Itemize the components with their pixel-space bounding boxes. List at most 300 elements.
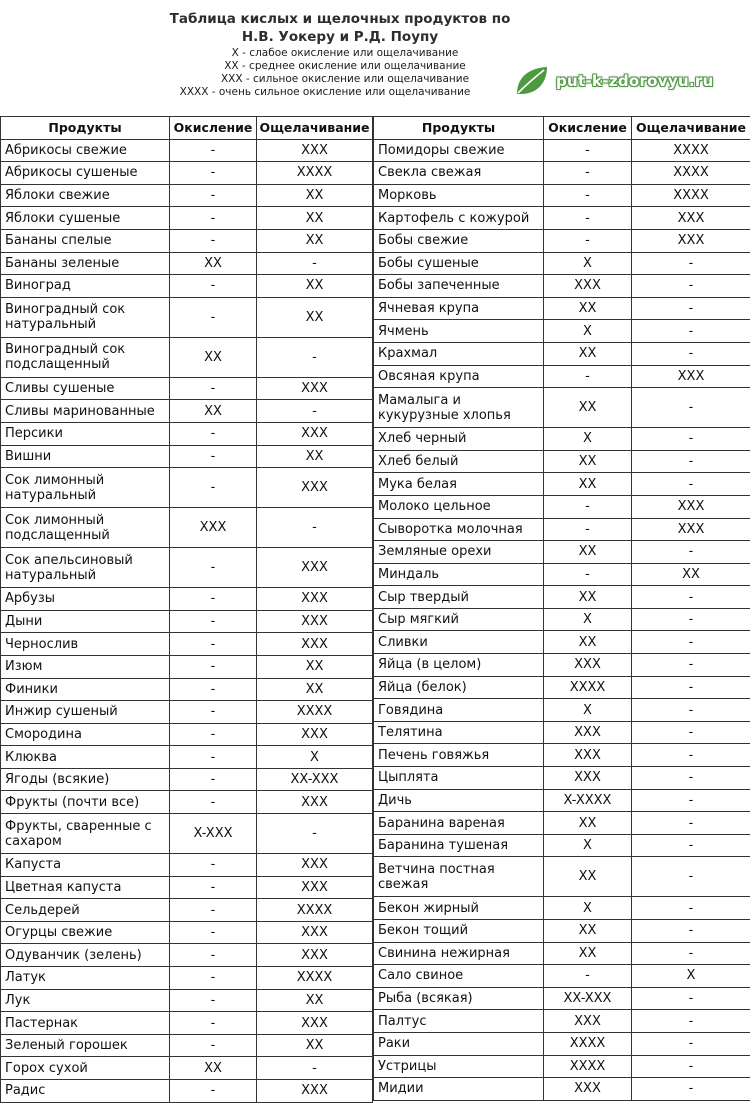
legend-medium: XX - среднее окисление или ощелачивание: [150, 59, 540, 73]
acidification-cell: XXXX: [544, 1055, 632, 1078]
leaf-icon: [514, 65, 550, 97]
product-name-cell: Сыр твердый: [374, 586, 544, 609]
product-name-cell: Молоко цельное: [374, 495, 544, 518]
product-name-cell: Бекон тощий: [374, 920, 544, 943]
column-header-products: Продукты: [374, 117, 544, 140]
alkalization-cell: -: [632, 897, 750, 920]
site-logo: [514, 64, 714, 98]
product-name-cell: Персики: [1, 422, 170, 445]
product-name-cell: Ячмень: [374, 320, 544, 343]
product-name-cell: Сливы маринованные: [1, 400, 170, 423]
column-header-alkalization: Ощелачивание: [632, 117, 750, 140]
product-name-cell: Сливки: [374, 631, 544, 654]
acidification-cell: X: [544, 897, 632, 920]
product-name-cell: Бекон жирный: [374, 897, 544, 920]
product-name-cell: Дичь: [374, 789, 544, 812]
acidification-cell: -: [544, 207, 632, 230]
acidification-cell: -: [170, 944, 257, 967]
table-row: [374, 1032, 750, 1055]
alkalization-cell: XX: [257, 297, 373, 337]
alkalization-cell: -: [632, 1055, 750, 1078]
product-name-cell: Земляные орехи: [374, 541, 544, 564]
product-name-cell: Сыворотка молочная: [374, 518, 544, 541]
alkalization-cell: XXX: [257, 139, 373, 162]
product-name-cell: Мука белая: [374, 473, 544, 496]
column-header-acidification: Окисление: [170, 117, 257, 140]
acidification-cell: XXX: [544, 1010, 632, 1033]
product-name-cell: Бобы сушеные: [374, 252, 544, 275]
product-name-cell: Виноград: [1, 275, 170, 298]
acidification-cell: -: [170, 377, 257, 400]
product-name-cell: Сок лимонный натуральный: [1, 468, 170, 508]
alkalization-cell: XXX: [257, 1080, 373, 1103]
table-body-left: [1, 139, 373, 1102]
product-name-cell: Капуста: [1, 854, 170, 877]
acidification-cell: XXX: [544, 767, 632, 790]
table-row: [374, 789, 750, 812]
acidification-cell: XXX: [544, 275, 632, 298]
table-row: [374, 450, 750, 473]
alkalization-cell: XXX: [257, 723, 373, 746]
table-header-row: [1, 117, 373, 140]
alkalization-cell: -: [632, 608, 750, 631]
product-name-cell: Хлеб белый: [374, 450, 544, 473]
product-name-cell: Яйца (в целом): [374, 654, 544, 677]
table-row: [1, 746, 373, 769]
alkalization-cell: XX: [257, 989, 373, 1012]
products-table-left: [0, 116, 373, 1103]
table-row: [1, 162, 373, 185]
acidification-cell: -: [170, 989, 257, 1012]
document-header: [0, 8, 750, 112]
product-name-cell: Сельдерей: [1, 899, 170, 922]
alkalization-cell: XXX: [257, 377, 373, 400]
product-name-cell: Свекла свежая: [374, 162, 544, 185]
product-name-cell: Сок лимонный подслащенный: [1, 508, 170, 548]
legend-weak: X - слабое окисление или ощелачивание: [150, 46, 540, 60]
acidification-cell: -: [170, 746, 257, 769]
table-body-right: [374, 139, 750, 1100]
alkalization-cell: XXX: [632, 518, 750, 541]
product-name-cell: Дыни: [1, 610, 170, 633]
alkalization-cell: -: [257, 814, 373, 854]
acidification-cell: X: [544, 428, 632, 451]
acidification-cell: -: [170, 1034, 257, 1057]
title-line-1: Таблица кислых и щелочных продуктов по: [150, 10, 530, 28]
table-row: [1, 184, 373, 207]
table-row: [374, 473, 750, 496]
alkalization-cell: XXX: [257, 921, 373, 944]
table-row: [1, 921, 373, 944]
alkalization-cell: XXX: [632, 229, 750, 252]
table-row: [1, 508, 373, 548]
table-row: [1, 337, 373, 377]
alkalization-cell: -: [257, 400, 373, 423]
acidification-cell: XX: [170, 1057, 257, 1080]
table-row: [374, 495, 750, 518]
acidification-cell: -: [170, 854, 257, 877]
alkalization-cell: XXX: [257, 633, 373, 656]
product-name-cell: Виноградный сок подслащенный: [1, 337, 170, 377]
alkalization-cell: -: [632, 834, 750, 857]
product-name-cell: Бананы зеленые: [1, 252, 170, 275]
product-name-cell: Ветчина постная свежая: [374, 857, 544, 897]
acidification-cell: -: [170, 548, 257, 588]
product-name-cell: Морковь: [374, 184, 544, 207]
table-row: [374, 857, 750, 897]
table-row: [1, 1034, 373, 1057]
alkalization-cell: XXXX: [632, 162, 750, 185]
acidification-cell: X-XXXX: [544, 789, 632, 812]
table-row: [1, 139, 373, 162]
table-row: [1, 297, 373, 337]
acidification-cell: -: [170, 678, 257, 701]
table-row: [374, 563, 750, 586]
alkalization-cell: -: [632, 342, 750, 365]
acidification-cell: -: [170, 723, 257, 746]
alkalization-cell: XXX: [257, 610, 373, 633]
acidification-cell: XX: [544, 541, 632, 564]
table-row: [1, 468, 373, 508]
table-row: [374, 207, 750, 230]
alkalization-cell: -: [257, 252, 373, 275]
acidification-cell: -: [170, 139, 257, 162]
alkalization-cell: XXXX: [257, 899, 373, 922]
table-row: [1, 229, 373, 252]
alkalization-cell: XX: [632, 563, 750, 586]
acidification-cell: XX: [544, 586, 632, 609]
acidification-cell: XX: [544, 920, 632, 943]
acidification-cell: -: [170, 768, 257, 791]
product-name-cell: Абрикосы свежие: [1, 139, 170, 162]
table-row: [374, 275, 750, 298]
acidification-cell: -: [170, 899, 257, 922]
column-header-products: Продукты: [1, 117, 170, 140]
acidification-cell: -: [170, 297, 257, 337]
table-row: [374, 812, 750, 835]
table-row: [374, 1010, 750, 1033]
product-name-cell: Хлеб черный: [374, 428, 544, 451]
acidification-cell: -: [170, 1012, 257, 1035]
alkalization-cell: -: [632, 473, 750, 496]
alkalization-cell: XX: [257, 1034, 373, 1057]
table-row: [1, 876, 373, 899]
acidification-cell: -: [170, 275, 257, 298]
product-name-cell: Горох сухой: [1, 1057, 170, 1080]
table-row: [1, 275, 373, 298]
table-row: [374, 229, 750, 252]
acidification-cell: XX: [544, 942, 632, 965]
table-row: [1, 701, 373, 724]
table-row: [374, 1055, 750, 1078]
table-row: [374, 184, 750, 207]
product-name-cell: Картофель с кожурой: [374, 207, 544, 230]
product-name-cell: Крахмал: [374, 342, 544, 365]
acidification-cell: XXX: [544, 721, 632, 744]
acidification-cell: -: [544, 365, 632, 388]
alkalization-cell: XX: [257, 445, 373, 468]
legend-strong: XXX - сильное окисление или ощелачивание: [150, 72, 540, 86]
product-name-cell: Радис: [1, 1080, 170, 1103]
product-name-cell: Зеленый горошек: [1, 1034, 170, 1057]
acidification-cell: -: [170, 445, 257, 468]
alkalization-cell: XXXX: [257, 967, 373, 990]
table-row: [1, 854, 373, 877]
alkalization-cell: XXXX: [632, 184, 750, 207]
acidification-cell: -: [170, 229, 257, 252]
product-name-cell: Бобы свежие: [374, 229, 544, 252]
table-row: [1, 633, 373, 656]
acidification-cell: -: [170, 876, 257, 899]
alkalization-cell: -: [632, 388, 750, 428]
acidification-cell: -: [170, 610, 257, 633]
table-row: [374, 252, 750, 275]
table-row: [1, 768, 373, 791]
table-row: [374, 428, 750, 451]
product-name-cell: Фрукты (почти все): [1, 791, 170, 814]
acidification-cell: XXX: [170, 508, 257, 548]
alkalization-cell: -: [257, 1057, 373, 1080]
alkalization-cell: -: [632, 428, 750, 451]
alkalization-cell: XXX: [257, 1012, 373, 1035]
alkalization-cell: -: [632, 631, 750, 654]
product-name-cell: Баранина тушеная: [374, 834, 544, 857]
alkalization-cell: -: [632, 987, 750, 1010]
product-name-cell: Бананы спелые: [1, 229, 170, 252]
alkalization-cell: -: [632, 450, 750, 473]
acidification-cell: XX: [544, 812, 632, 835]
product-name-cell: Раки: [374, 1032, 544, 1055]
alkalization-cell: X: [632, 965, 750, 988]
product-name-cell: Фрукты, сваренные с сахаром: [1, 814, 170, 854]
acidification-cell: -: [170, 588, 257, 611]
legend-very-strong: XXXX - очень сильное окисление или ощелачивание: [130, 85, 520, 99]
title-line-2: Н.В. Уокеру и Р.Д. Поупу: [150, 28, 530, 46]
acidification-cell: XX: [544, 450, 632, 473]
product-name-cell: Помидоры свежие: [374, 139, 544, 162]
alkalization-cell: XXXX: [632, 139, 750, 162]
table-row: [374, 721, 750, 744]
product-name-cell: Одуванчик (зелень): [1, 944, 170, 967]
product-name-cell: Сок апельсиновый натуральный: [1, 548, 170, 588]
table-row: [1, 548, 373, 588]
alkalization-cell: XXX: [257, 876, 373, 899]
alkalization-cell: -: [632, 541, 750, 564]
acidification-cell: X: [544, 608, 632, 631]
product-name-cell: Мамалыга и кукурузные хлопья: [374, 388, 544, 428]
acidification-cell: XXXX: [544, 1032, 632, 1055]
acidification-cell: XX: [170, 252, 257, 275]
alkalization-cell: -: [632, 721, 750, 744]
alkalization-cell: XXX: [257, 422, 373, 445]
table-row: [374, 834, 750, 857]
product-name-cell: Чернослив: [1, 633, 170, 656]
alkalization-cell: XXXX: [257, 701, 373, 724]
table-row: [374, 987, 750, 1010]
product-name-cell: Ягоды (всякие): [1, 768, 170, 791]
acidification-cell: -: [544, 229, 632, 252]
table-row: [374, 654, 750, 677]
product-name-cell: Мидии: [374, 1078, 544, 1101]
product-name-cell: Баранина вареная: [374, 812, 544, 835]
column-header-acidification: Окисление: [544, 117, 632, 140]
product-name-cell: Яблоки сушеные: [1, 207, 170, 230]
acidification-cell: -: [544, 563, 632, 586]
table-row: [374, 608, 750, 631]
table-row: [374, 631, 750, 654]
table-row: [374, 965, 750, 988]
alkalization-cell: -: [632, 699, 750, 722]
product-name-cell: Говядина: [374, 699, 544, 722]
alkalization-cell: XX-XXX: [257, 768, 373, 791]
table-row: [374, 320, 750, 343]
acidification-cell: XX: [170, 400, 257, 423]
table-row: [1, 655, 373, 678]
product-name-cell: Телятина: [374, 721, 544, 744]
product-name-cell: Свинина нежирная: [374, 942, 544, 965]
acidification-cell: XX-XXX: [544, 987, 632, 1010]
product-name-cell: Цыплята: [374, 767, 544, 790]
alkalization-cell: -: [632, 1032, 750, 1055]
alkalization-cell: XXX: [257, 588, 373, 611]
alkalization-cell: -: [632, 942, 750, 965]
table-row: [1, 989, 373, 1012]
table-row: [374, 518, 750, 541]
acidification-cell: XXXX: [544, 676, 632, 699]
table-row: [374, 388, 750, 428]
alkalization-cell: -: [632, 744, 750, 767]
alkalization-cell: XXX: [257, 791, 373, 814]
alkalization-cell: -: [632, 789, 750, 812]
table-row: [1, 400, 373, 423]
acidification-cell: X: [544, 320, 632, 343]
product-name-cell: Абрикосы сушеные: [1, 162, 170, 185]
table-row: [1, 422, 373, 445]
acidification-cell: XX: [544, 857, 632, 897]
product-name-cell: Пастернак: [1, 1012, 170, 1035]
column-header-alkalization: Ощелачивание: [257, 117, 373, 140]
product-name-cell: Инжир сушеный: [1, 701, 170, 724]
table-row: [1, 791, 373, 814]
acidification-cell: -: [170, 655, 257, 678]
product-name-cell: Яйца (белок): [374, 676, 544, 699]
table-row: [1, 377, 373, 400]
product-name-cell: Сало свиное: [374, 965, 544, 988]
acidification-cell: XX: [544, 297, 632, 320]
table-row: [374, 767, 750, 790]
product-name-cell: Арбузы: [1, 588, 170, 611]
product-name-cell: Огурцы свежие: [1, 921, 170, 944]
alkalization-cell: XXX: [632, 495, 750, 518]
table-row: [1, 967, 373, 990]
table-row: [1, 445, 373, 468]
acidification-cell: XX: [544, 473, 632, 496]
table-row: [1, 588, 373, 611]
alkalization-cell: -: [632, 297, 750, 320]
table-row: [1, 610, 373, 633]
table-row: [374, 586, 750, 609]
product-name-cell: Лук: [1, 989, 170, 1012]
acidification-cell: XXX: [544, 744, 632, 767]
alkalization-cell: -: [632, 767, 750, 790]
table-row: [1, 814, 373, 854]
alkalization-cell: -: [632, 320, 750, 343]
acidification-cell: XXX: [544, 654, 632, 677]
acidification-cell: -: [544, 139, 632, 162]
alkalization-cell: XX: [257, 678, 373, 701]
alkalization-cell: XX: [257, 207, 373, 230]
acidification-cell: -: [544, 495, 632, 518]
acidification-cell: X: [544, 699, 632, 722]
alkalization-cell: -: [632, 275, 750, 298]
acidification-cell: X: [544, 252, 632, 275]
table-row: [374, 342, 750, 365]
acidification-cell: -: [170, 701, 257, 724]
table-row: [374, 942, 750, 965]
alkalization-cell: -: [632, 676, 750, 699]
table-row: [374, 541, 750, 564]
acidification-cell: -: [170, 791, 257, 814]
acidification-cell: XX: [544, 388, 632, 428]
alkalization-cell: XXXX: [257, 162, 373, 185]
acidification-cell: -: [170, 1080, 257, 1103]
product-name-cell: Финики: [1, 678, 170, 701]
table-row: [1, 678, 373, 701]
alkalization-cell: -: [257, 508, 373, 548]
alkalization-cell: XXX: [632, 365, 750, 388]
table-row: [374, 139, 750, 162]
table-row: [374, 1078, 750, 1101]
alkalization-cell: XX: [257, 655, 373, 678]
table-row: [374, 676, 750, 699]
product-name-cell: Бобы запеченные: [374, 275, 544, 298]
alkalization-cell: -: [632, 812, 750, 835]
product-name-cell: Овсяная крупа: [374, 365, 544, 388]
acidification-cell: -: [170, 921, 257, 944]
acidification-cell: -: [544, 184, 632, 207]
product-name-cell: Сыр мягкий: [374, 608, 544, 631]
alkalization-cell: -: [632, 252, 750, 275]
alkalization-cell: XXX: [257, 468, 373, 508]
product-name-cell: Изюм: [1, 655, 170, 678]
table-row: [374, 297, 750, 320]
acidification-cell: X: [544, 834, 632, 857]
acidification-cell: -: [170, 184, 257, 207]
acidification-cell: -: [170, 967, 257, 990]
products-table-right: [373, 116, 750, 1101]
product-name-cell: Яблоки свежие: [1, 184, 170, 207]
alkalization-cell: -: [257, 337, 373, 377]
table-row: [1, 899, 373, 922]
alkalization-cell: XXX: [257, 548, 373, 588]
acidification-cell: -: [170, 207, 257, 230]
table-row: [374, 699, 750, 722]
alkalization-cell: -: [632, 654, 750, 677]
product-name-cell: Палтус: [374, 1010, 544, 1033]
table-row: [1, 1057, 373, 1080]
acidification-cell: XX: [544, 631, 632, 654]
acidification-cell: -: [170, 633, 257, 656]
alkalization-cell: XXX: [257, 944, 373, 967]
acidification-cell: -: [544, 518, 632, 541]
table-row: [374, 744, 750, 767]
product-name-cell: Миндаль: [374, 563, 544, 586]
alkalization-cell: XX: [257, 229, 373, 252]
alkalization-cell: -: [632, 586, 750, 609]
table-row: [374, 920, 750, 943]
table-row: [374, 897, 750, 920]
product-name-cell: Устрицы: [374, 1055, 544, 1078]
